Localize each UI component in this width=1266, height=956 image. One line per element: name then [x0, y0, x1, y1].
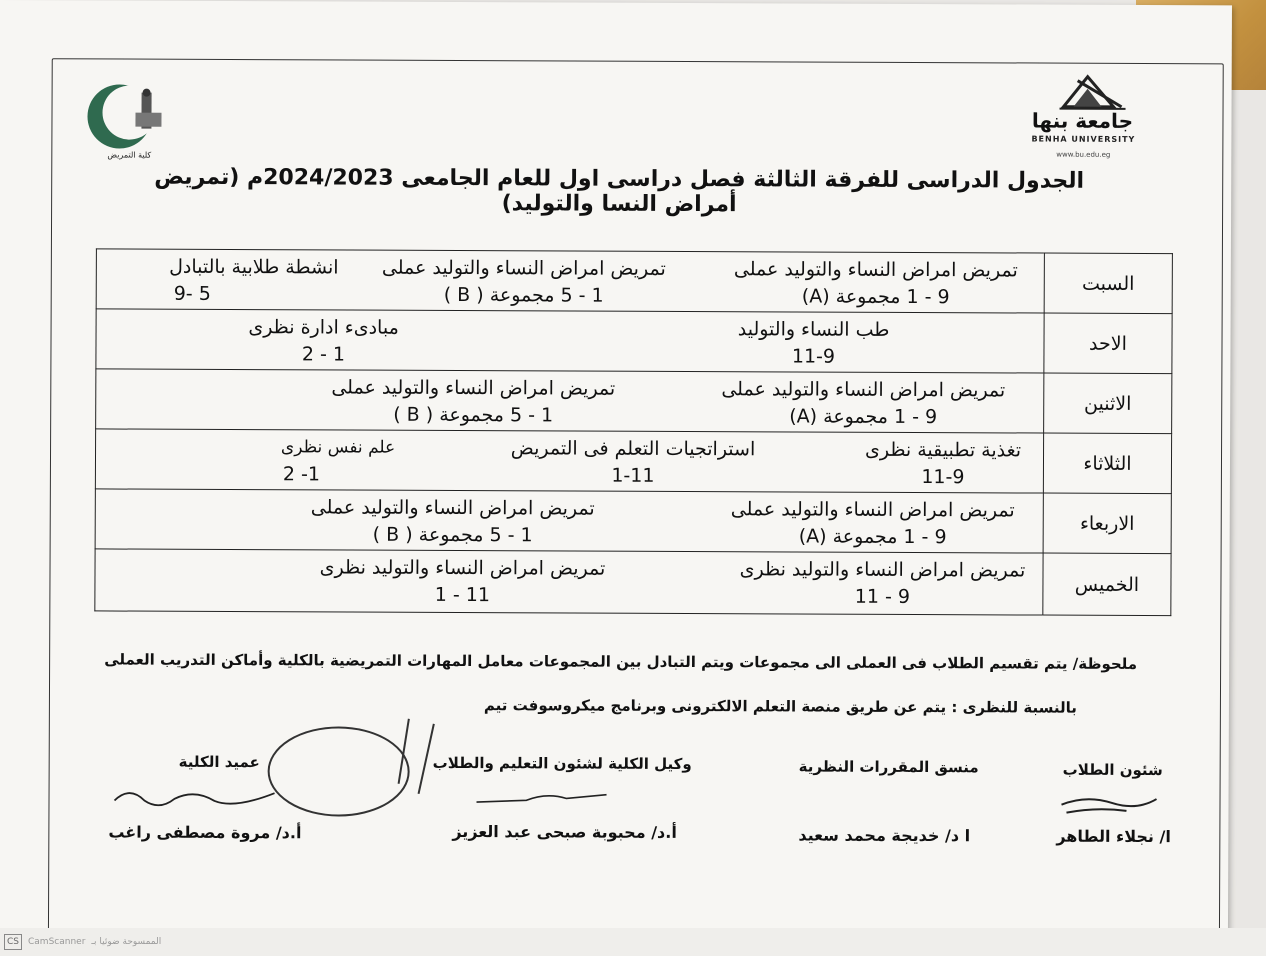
- handwritten-signature-icon: [466, 782, 616, 813]
- signature-name: ا د/ خديجة محمد سعيد: [798, 825, 971, 846]
- camscanner-scanned-by: الممسوحة ضوئيا بـ: [91, 937, 162, 947]
- day-content: [96, 369, 1044, 433]
- day-cell: الخميس: [1043, 553, 1171, 616]
- course-entry: [843, 437, 1043, 492]
- course-entry: [722, 556, 1042, 611]
- day-content: [96, 249, 1044, 313]
- course-name: تمريض امراض النساء والتوليد عملى: [733, 258, 1018, 282]
- course-time: 1 - 5 مجموعة ( B ): [443, 283, 604, 307]
- table-row: [96, 309, 1172, 374]
- day-content: [95, 429, 1043, 493]
- signature-name: أ.د/ مروة مصطفى راغب: [108, 822, 302, 843]
- faculty-of-nursing-logo: [79, 82, 179, 162]
- camscanner-footer: [4, 934, 161, 950]
- table-row: [95, 429, 1171, 494]
- table-row: [95, 489, 1171, 554]
- course-name: تمريض امراض النساء والتوليد عملى: [310, 496, 595, 520]
- day-cell: السبت: [1044, 253, 1172, 314]
- course-name: انشطة طلابية بالتبادل: [169, 255, 339, 279]
- course-entry: [716, 256, 1036, 311]
- page-title: الجدول الدراسى للفرقة الثالثة فصل دراسى اول للعام الجامعى 2024/2023م (تمريض أمراض النسا والتوليد): [154, 164, 1085, 218]
- signature-role: وكيل الكلية لشئون التعليم والطلاب: [432, 753, 692, 774]
- day-content: [96, 309, 1044, 373]
- day-content: [95, 549, 1043, 615]
- university-name-ar: جامعة بنها: [1031, 108, 1134, 133]
- course-name: تمريض امراض النساء والتوليد عملى: [730, 498, 1015, 522]
- signature-role: عميد الكلية: [178, 752, 260, 772]
- signature-name: أ.د/ محبوبة صبحى عبد العزيز: [452, 821, 677, 842]
- course-time: 1 - 5 مجموعة ( B ): [372, 523, 533, 547]
- course-name: مبادىء ادارة نظرى: [248, 316, 399, 339]
- course-time: 5 -9: [173, 282, 211, 305]
- note-theory: بالنسبة للنظرى : يتم عن طريق منصة التعلم الالكترونى وبرنامج ميكروسوفت تيم: [483, 696, 1077, 717]
- course-name: تمريض امراض النساء والتوليد نظرى: [739, 558, 1026, 582]
- university-url: www.bu.edu.eg: [1056, 150, 1111, 159]
- course-entry: [364, 255, 684, 310]
- university-name-en: BENHA UNIVERSITY: [1031, 134, 1136, 144]
- course-entry: [713, 316, 913, 371]
- course-name: تمريض امراض النساء والتوليد عملى: [331, 376, 616, 400]
- table-row: [96, 249, 1172, 314]
- course-entry: [713, 496, 1033, 551]
- note-practical: ملحوظة/ يتم تقسيم الطلاب فى العملى الى مجموعات ويتم التبادل بين المجموعات معامل المهارات التمريضية بالكلية وأماكن التدريب العملى: [104, 650, 1138, 673]
- faculty-name-ar: كلية التمريض: [107, 150, 152, 160]
- table-row: [96, 369, 1172, 434]
- benha-university-logo: [1021, 72, 1141, 163]
- course-name: طب النساء والتوليد: [737, 318, 890, 341]
- table-row: [95, 549, 1171, 616]
- handwritten-signature-icon: [1056, 785, 1166, 825]
- day-cell: الاربعاء: [1043, 493, 1171, 554]
- course-time: 11-9: [921, 466, 965, 489]
- course-name: استراتجيات التعلم فى التمريض: [510, 437, 756, 461]
- course-name: تغذية تطبيقية نظرى: [864, 438, 1022, 462]
- course-entry: [223, 314, 423, 369]
- day-content: [95, 489, 1043, 553]
- course-time: 1 - 5 مجموعة ( B ): [393, 403, 554, 427]
- camscanner-badge-icon: CS: [4, 934, 22, 950]
- day-cell: الثلاثاء: [1043, 433, 1171, 494]
- signature-name: ا/ نجلاء الطاهر: [1056, 826, 1171, 847]
- official-stamp-icon: [258, 713, 448, 824]
- course-name: تمريض امراض النساء والتوليد عملى: [381, 256, 666, 280]
- course-time: 1-11: [611, 464, 655, 487]
- schedule-table: [94, 248, 1173, 616]
- camscanner-app-name: CamScanner: [28, 937, 86, 947]
- signature-role: شئون الطلاب: [1062, 760, 1163, 780]
- signature-role: منسق المقررات النظرية: [798, 757, 979, 777]
- crescent-lamp-logo-icon: [79, 82, 179, 152]
- course-entry: [703, 376, 1023, 431]
- course-time: 1- 2: [282, 463, 321, 486]
- day-cell: الاحد: [1044, 313, 1172, 374]
- scan-bottom-strip: [0, 928, 1266, 956]
- course-entry: [154, 254, 354, 309]
- course-time: 11 - 1: [434, 583, 491, 607]
- course-name: تمريض امراض النساء والتوليد عملى: [721, 378, 1006, 402]
- course-time: 9 - 1 مجموعة (A): [801, 285, 950, 309]
- course-time: 1 - 2: [301, 343, 346, 366]
- course-time: 9 - 11: [854, 585, 911, 608]
- day-cell: الاثنين: [1044, 373, 1172, 434]
- course-entry: [493, 435, 773, 490]
- course-entry: [313, 374, 633, 429]
- course-entry: [253, 434, 423, 489]
- course-time: 9 - 1 مجموعة (A): [789, 405, 938, 429]
- course-name: علم نفس نظرى: [280, 437, 396, 458]
- course-name: تمريض امراض النساء والتوليد نظرى: [319, 556, 606, 580]
- handwritten-signature-icon: [104, 780, 284, 816]
- course-entry: [293, 494, 613, 549]
- course-time: 11-9: [791, 345, 836, 368]
- course-time: 9 - 1 مجموعة (A): [798, 525, 947, 549]
- course-entry: [302, 554, 622, 609]
